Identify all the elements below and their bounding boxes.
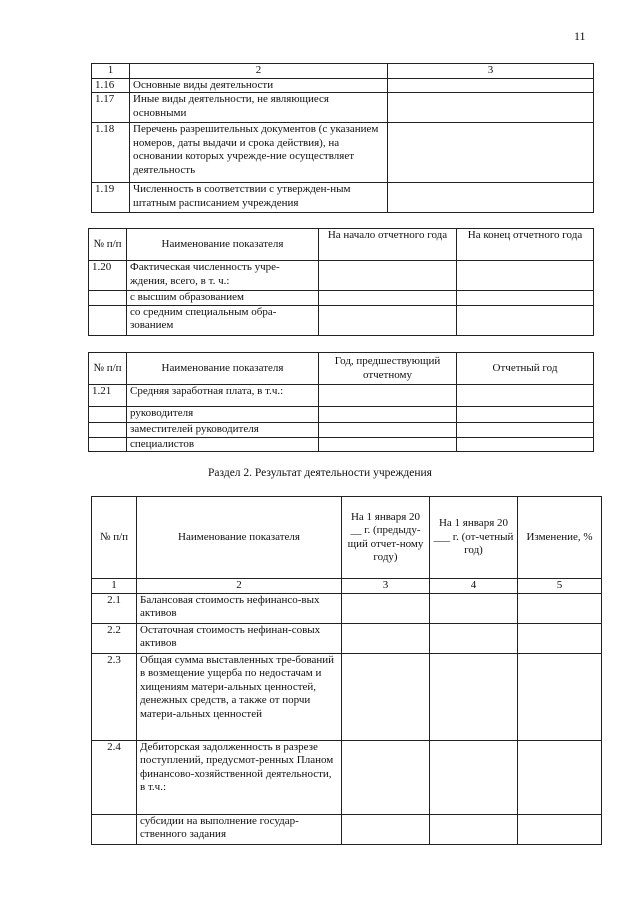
col-header: Наименование показателя — [127, 229, 319, 261]
table-headcount — [88, 228, 594, 336]
col-header: Отчетный год — [457, 353, 594, 385]
row-label: со средним специальным обра-зованием — [127, 305, 319, 335]
row-number: 2.3 — [92, 653, 137, 740]
column-number: 1 — [92, 579, 137, 594]
value-cell[interactable] — [457, 385, 594, 407]
table-header-row — [92, 497, 602, 579]
value-cell[interactable] — [518, 593, 602, 623]
table-salary — [88, 352, 594, 452]
value-cell[interactable] — [319, 407, 457, 423]
row-label: специалистов — [127, 437, 319, 452]
col-header: Изменение, % — [518, 497, 602, 579]
value-cell[interactable] — [319, 305, 457, 335]
row-number: 1.16 — [92, 78, 130, 93]
row-label: Перечень разрешительных документов (с указанием номеров, даты выдачи и срока действия), на основании которых учрежде-ние осуществляет деятельность — [130, 123, 388, 183]
row-label: руководителя — [127, 407, 319, 423]
col-header: № п/п — [89, 353, 127, 385]
col-header: На конец отчетного года — [457, 229, 594, 261]
row-label: Основные виды деятельности — [130, 78, 388, 93]
table-row — [89, 407, 594, 423]
section-title: Раздел 2. Результат деятельности учреждения — [208, 467, 432, 479]
col-header: 1 — [92, 64, 130, 79]
table-row — [89, 385, 594, 407]
row-number — [89, 423, 127, 438]
row-number: 1.17 — [92, 93, 130, 123]
table-results — [91, 496, 602, 845]
row-label: Численность в соответствии с утвержден-ным штатным расписанием учреждения — [130, 183, 388, 213]
column-number-row — [92, 579, 602, 594]
col-header: Год, предшествующий отчетному — [319, 353, 457, 385]
row-number: 2.1 — [92, 593, 137, 623]
row-number: 2.2 — [92, 623, 137, 653]
value-cell[interactable] — [457, 437, 594, 452]
row-number: 1.18 — [92, 123, 130, 183]
table-row — [92, 123, 594, 183]
row-label: Дебиторская задолженность в разрезе поступлений, предусмот-ренных Планом финансово-хозяйственной деятельности, в т.ч.: — [137, 740, 342, 814]
row-number: 1.20 — [89, 261, 127, 291]
value-cell[interactable] — [342, 653, 430, 740]
value-cell[interactable] — [457, 291, 594, 306]
row-number: 1.19 — [92, 183, 130, 213]
value-cell[interactable] — [342, 623, 430, 653]
value-cell[interactable] — [430, 814, 518, 844]
table-header-row — [92, 64, 594, 79]
value-cell[interactable] — [319, 437, 457, 452]
row-label: Остаточная стоимость нефинан-совых активов — [137, 623, 342, 653]
row-label: с высшим образованием — [127, 291, 319, 306]
row-label: Иные виды деятельности, не являющиеся основными — [130, 93, 388, 123]
value-cell[interactable] — [319, 261, 457, 291]
value-cell[interactable] — [319, 385, 457, 407]
value-cell[interactable] — [430, 740, 518, 814]
row-number — [89, 437, 127, 452]
table-row — [89, 261, 594, 291]
table-row — [92, 78, 594, 93]
row-label: Балансовая стоимость нефинансо-вых активов — [137, 593, 342, 623]
col-header: № п/п — [92, 497, 137, 579]
value-cell[interactable] — [518, 814, 602, 844]
row-label: Средняя заработная плата, в т.ч.: — [127, 385, 319, 407]
row-label: Фактическая численность учре-ждения, всего, в т. ч.: — [127, 261, 319, 291]
value-cell[interactable] — [518, 653, 602, 740]
table-header-row — [89, 353, 594, 385]
row-number — [89, 305, 127, 335]
table-row — [92, 814, 602, 844]
table-row — [92, 593, 602, 623]
table-row — [92, 183, 594, 213]
value-cell[interactable] — [430, 593, 518, 623]
value-cell[interactable] — [319, 423, 457, 438]
table-header-row — [89, 229, 594, 261]
row-number — [89, 407, 127, 423]
value-cell[interactable] — [518, 623, 602, 653]
col-header: 2 — [130, 64, 388, 79]
table-row — [89, 305, 594, 335]
value-cell[interactable] — [430, 623, 518, 653]
page-number: 11 — [574, 29, 586, 43]
col-header: 3 — [388, 64, 594, 79]
column-number: 5 — [518, 579, 602, 594]
col-header: На 1 января 20 __ г. (предыду-щий отчет-ному году) — [342, 497, 430, 579]
value-cell[interactable] — [457, 305, 594, 335]
row-label: субсидии на выполнение государ-ственного задания — [137, 814, 342, 844]
table-row — [92, 623, 602, 653]
table-row — [92, 653, 602, 740]
value-cell[interactable] — [342, 593, 430, 623]
table-activities — [91, 63, 594, 213]
col-header: На начало отчетного года — [319, 229, 457, 261]
column-number: 4 — [430, 579, 518, 594]
col-header: На 1 января 20 ___ г. (от-четный год) — [430, 497, 518, 579]
col-header: Наименование показателя — [127, 353, 319, 385]
table-row — [89, 437, 594, 452]
value-cell[interactable] — [518, 740, 602, 814]
row-number — [92, 814, 137, 844]
column-number: 3 — [342, 579, 430, 594]
table-row — [89, 291, 594, 306]
value-cell[interactable] — [342, 814, 430, 844]
table-row — [92, 93, 594, 123]
value-cell[interactable] — [342, 740, 430, 814]
value-cell[interactable] — [457, 407, 594, 423]
value-cell[interactable] — [388, 183, 594, 213]
row-number: 1.21 — [89, 385, 127, 407]
value-cell[interactable] — [388, 93, 594, 123]
row-label: Общая сумма выставленных тре-бований в возмещение ущерба по недостачам и хищениям матери-альных ценностей, денежных средств, а также от порчи матери-альных ценностей — [137, 653, 342, 740]
value-cell[interactable] — [388, 123, 594, 183]
col-header: Наименование показателя — [137, 497, 342, 579]
table-row — [92, 740, 602, 814]
value-cell[interactable] — [388, 78, 594, 93]
table-row — [89, 423, 594, 438]
value-cell[interactable] — [457, 423, 594, 438]
col-header: № п/п — [89, 229, 127, 261]
row-number: 2.4 — [92, 740, 137, 814]
value-cell[interactable] — [430, 653, 518, 740]
value-cell[interactable] — [457, 261, 594, 291]
row-label: заместителей руководителя — [127, 423, 319, 438]
column-number: 2 — [137, 579, 342, 594]
row-number — [89, 291, 127, 306]
value-cell[interactable] — [319, 291, 457, 306]
